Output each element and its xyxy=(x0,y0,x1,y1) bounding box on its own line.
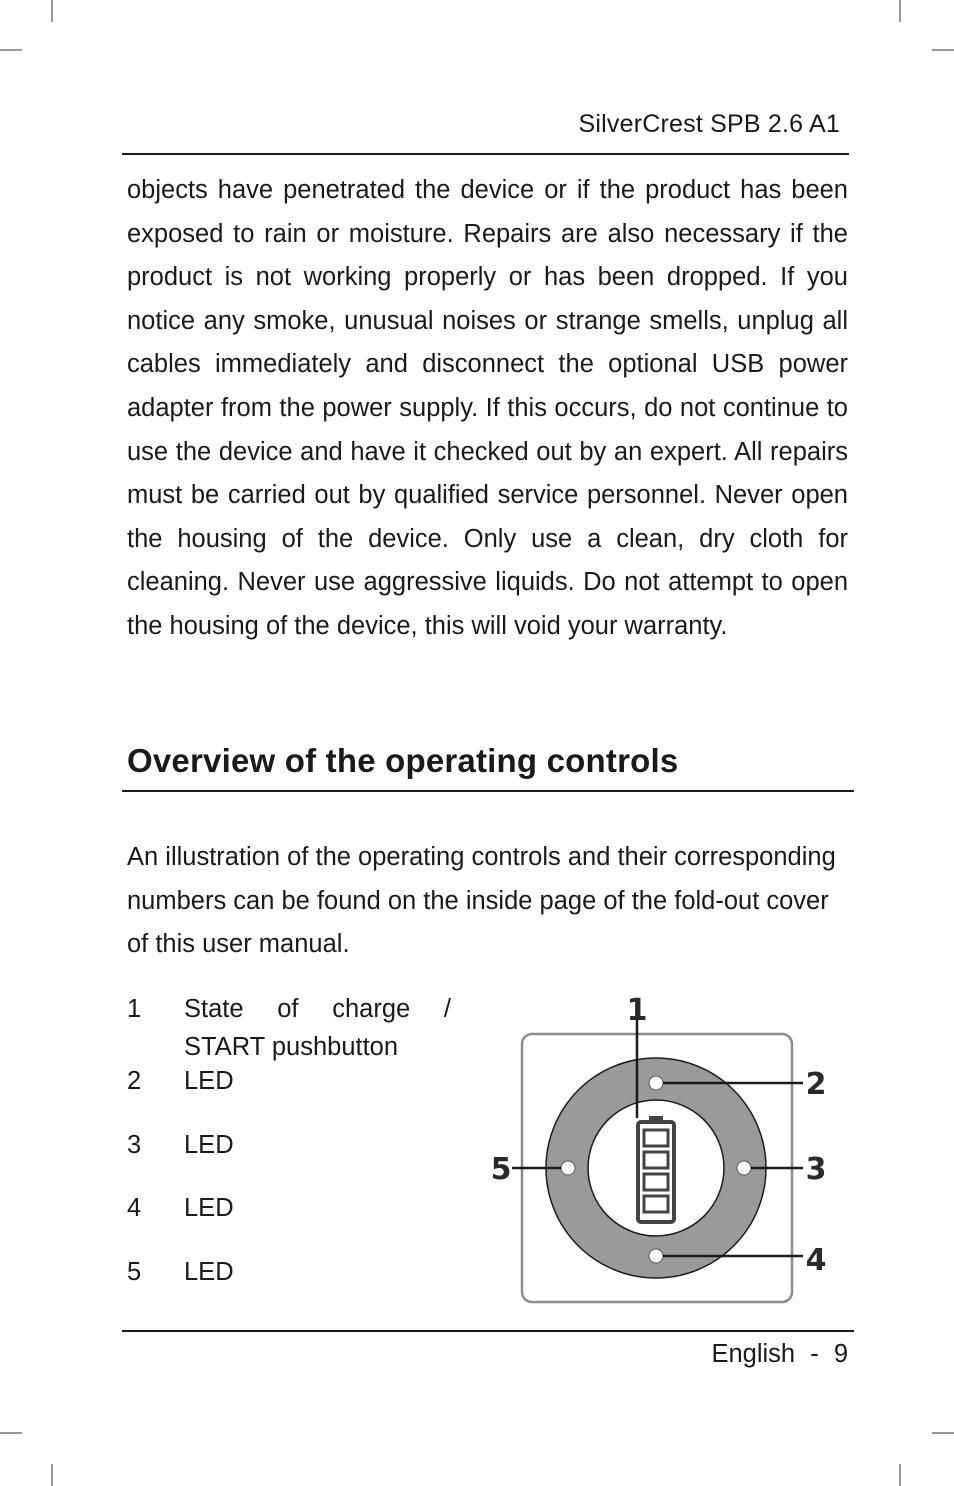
footer-language: English xyxy=(711,1340,796,1368)
footer-separator: - xyxy=(810,1340,819,1368)
crop-mark xyxy=(51,0,53,22)
callout-label-5: 5 xyxy=(490,1152,512,1187)
control-label: LED xyxy=(184,1067,234,1095)
page-footer xyxy=(711,1340,848,1369)
control-label: LED xyxy=(184,1131,234,1159)
callout-label-1: 1 xyxy=(626,993,648,1028)
led-5-dot xyxy=(561,1161,575,1175)
callout-label-3: 3 xyxy=(805,1152,827,1187)
battery-icon xyxy=(638,1116,674,1222)
control-number: 4 xyxy=(127,1194,142,1222)
crop-mark xyxy=(899,1464,901,1486)
callout-label-2: 2 xyxy=(805,1067,827,1102)
page-number: 9 xyxy=(833,1340,848,1368)
header-rule xyxy=(122,153,849,155)
footer-rule xyxy=(122,1330,854,1332)
safety-paragraph: objects have penetrated the device or if the product has been exposed to rain or moisture. Repairs are also necessary if the product is not working properly or has been dropped. If you notice any smoke, unusual noises or strange smells, unplug all cables immediately and disconnect the optional USB power adapter from the power supply. If this occurs, do not continue to use the device and have it checked out by an expert. All repairs must be carried out by qualified service personnel. Never open the housing of the device. Only use a clean, dry cloth for cleaning. Never use aggressive liquids. Do not attempt to open the housing of the device, this will void your warranty. xyxy=(127,176,848,640)
crop-mark xyxy=(899,0,901,22)
crop-mark xyxy=(51,1464,53,1486)
control-number: 3 xyxy=(127,1131,142,1159)
crop-mark xyxy=(0,49,22,51)
led-3-dot xyxy=(737,1161,751,1175)
control-label: State of charge / START pushbutton xyxy=(184,995,451,1061)
title-rule xyxy=(122,790,854,792)
section-title: Overview of the operating controls xyxy=(127,742,679,779)
crop-mark xyxy=(932,49,954,51)
led-4-dot xyxy=(649,1249,663,1263)
control-number: 1 xyxy=(127,995,142,1023)
led-2-dot xyxy=(649,1076,663,1090)
callout-label-4: 4 xyxy=(805,1243,827,1278)
control-label: LED xyxy=(184,1258,234,1286)
control-label: LED xyxy=(184,1194,234,1222)
controls-diagram xyxy=(488,990,838,1310)
crop-mark xyxy=(0,1432,22,1434)
crop-mark xyxy=(932,1432,954,1434)
control-number: 5 xyxy=(127,1258,142,1286)
control-number: 2 xyxy=(127,1067,142,1095)
running-header: SilverCrest SPB 2.6 A1 xyxy=(578,110,840,138)
section-intro: An illustration of the operating controls and their corresponding numbers can be found on the inside page of the fold-out cover of this user manual. xyxy=(127,843,836,958)
